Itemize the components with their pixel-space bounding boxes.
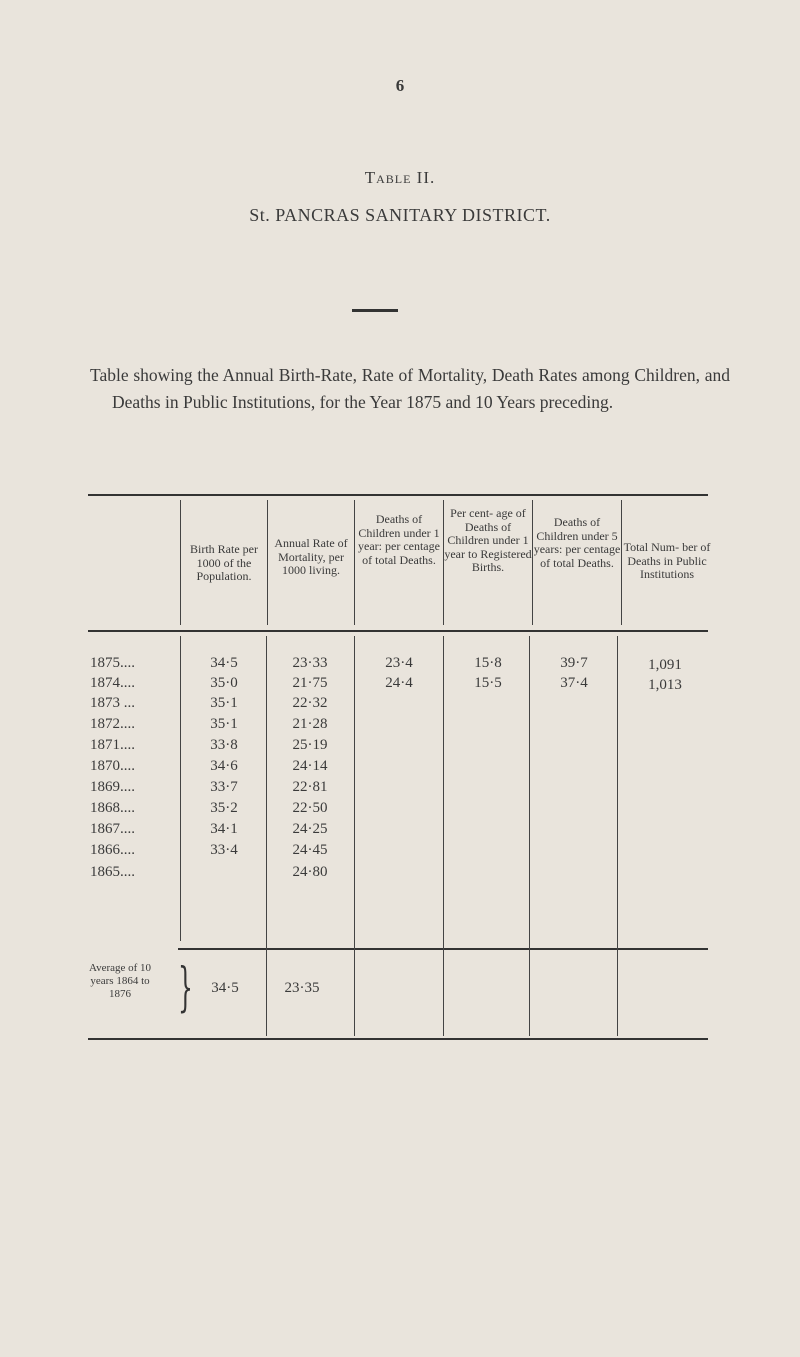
cell-mortality: 25·19	[292, 737, 328, 753]
table-top-rule	[88, 494, 708, 496]
cell-under5: 39·7	[560, 655, 588, 671]
col-divider-6b	[617, 636, 618, 1036]
cell-under1-births: 15·8	[474, 655, 502, 671]
cell-mortality: 24·25	[292, 821, 328, 837]
district-title: St. PANCRAS SANITARY DISTRICT.	[249, 205, 551, 225]
cell-institutions: 1,013	[648, 677, 682, 693]
cell-birth-rate: 33·8	[210, 737, 238, 753]
col-divider-5b	[529, 636, 530, 1036]
page-number: 6	[395, 76, 405, 95]
cell-birth-rate: 35·1	[210, 695, 238, 711]
cell-birth-rate: 34·5	[210, 655, 238, 671]
cell-under1-births: 15·5	[474, 675, 502, 691]
cell-birth-rate: 35·0	[210, 675, 238, 691]
row-year: 1865....	[90, 864, 135, 880]
average-birth-rate: 34·5	[211, 980, 239, 996]
row-year: 1871....	[90, 737, 135, 753]
cell-mortality: 21·75	[292, 675, 328, 691]
col-header-under5: Deaths of Children under 5 years: per centage of total Deaths.	[533, 515, 621, 570]
cell-birth-rate: 33·7	[210, 779, 238, 795]
average-label: Average of 10 years 1864 to 1876	[88, 962, 152, 1000]
cell-mortality: 23·33	[292, 655, 328, 671]
cell-under5: 37·4	[560, 675, 588, 691]
cell-mortality: 24·45	[292, 842, 328, 858]
col-header-birth-rate: Birth Rate per 1000 of the Population.	[190, 542, 258, 583]
col-header-under1-deaths: Deaths of Children under 1 year: per centage of total Deaths.	[358, 512, 440, 567]
row-year: 1869....	[90, 779, 135, 795]
table-label: Table II.	[364, 168, 436, 187]
header-bottom-rule	[88, 630, 708, 632]
cell-birth-rate: 35·2	[210, 800, 238, 816]
row-year: 1874....	[90, 675, 135, 691]
description-text: Table showing the Annual Birth-Rate, Rate of Mortality, Death Rates among Children, and Deaths in Public Institutions, for the Year 1875 and 10 Years preceding.	[90, 365, 730, 412]
col-header-institutions: Total Num- ber of Deaths in Public Institutions	[623, 540, 711, 581]
cell-mortality: 21·28	[292, 716, 328, 732]
row-year: 1868....	[90, 800, 135, 816]
title-rule	[352, 309, 398, 312]
row-year: 1870....	[90, 758, 135, 774]
cell-mortality: 24·80	[292, 864, 328, 880]
col-divider-4b	[443, 636, 444, 1036]
cell-mortality: 22·32	[292, 695, 328, 711]
average-brace: }	[178, 958, 193, 1018]
cell-mortality: 24·14	[292, 758, 328, 774]
cell-under1-deaths: 23·4	[385, 655, 413, 671]
col-header-mortality: Annual Rate of Mortality, per 1000 living.	[274, 536, 348, 577]
row-year: 1873 ...	[90, 695, 135, 711]
col-divider-3b	[354, 636, 355, 1036]
col-header-under1-births: Per cent- age of Deaths of Children under 1 year to Registered Births.	[444, 506, 532, 574]
row-year: 1866....	[90, 842, 135, 858]
cell-birth-rate: 35·1	[210, 716, 238, 732]
average-mortality: 23·35	[284, 980, 320, 996]
cell-birth-rate: 33·4	[210, 842, 238, 858]
cell-institutions: 1,091	[648, 657, 682, 673]
row-year: 1872....	[90, 716, 135, 732]
cell-birth-rate: 34·6	[210, 758, 238, 774]
row-year: 1867....	[90, 821, 135, 837]
table-description	[90, 362, 730, 416]
cell-birth-rate: 34·1	[210, 821, 238, 837]
row-year: 1875....	[90, 655, 135, 671]
cell-mortality: 22·81	[292, 779, 328, 795]
cell-mortality: 22·50	[292, 800, 328, 816]
cell-under1-deaths: 24·4	[385, 675, 413, 691]
table-bottom-rule	[88, 1038, 708, 1040]
